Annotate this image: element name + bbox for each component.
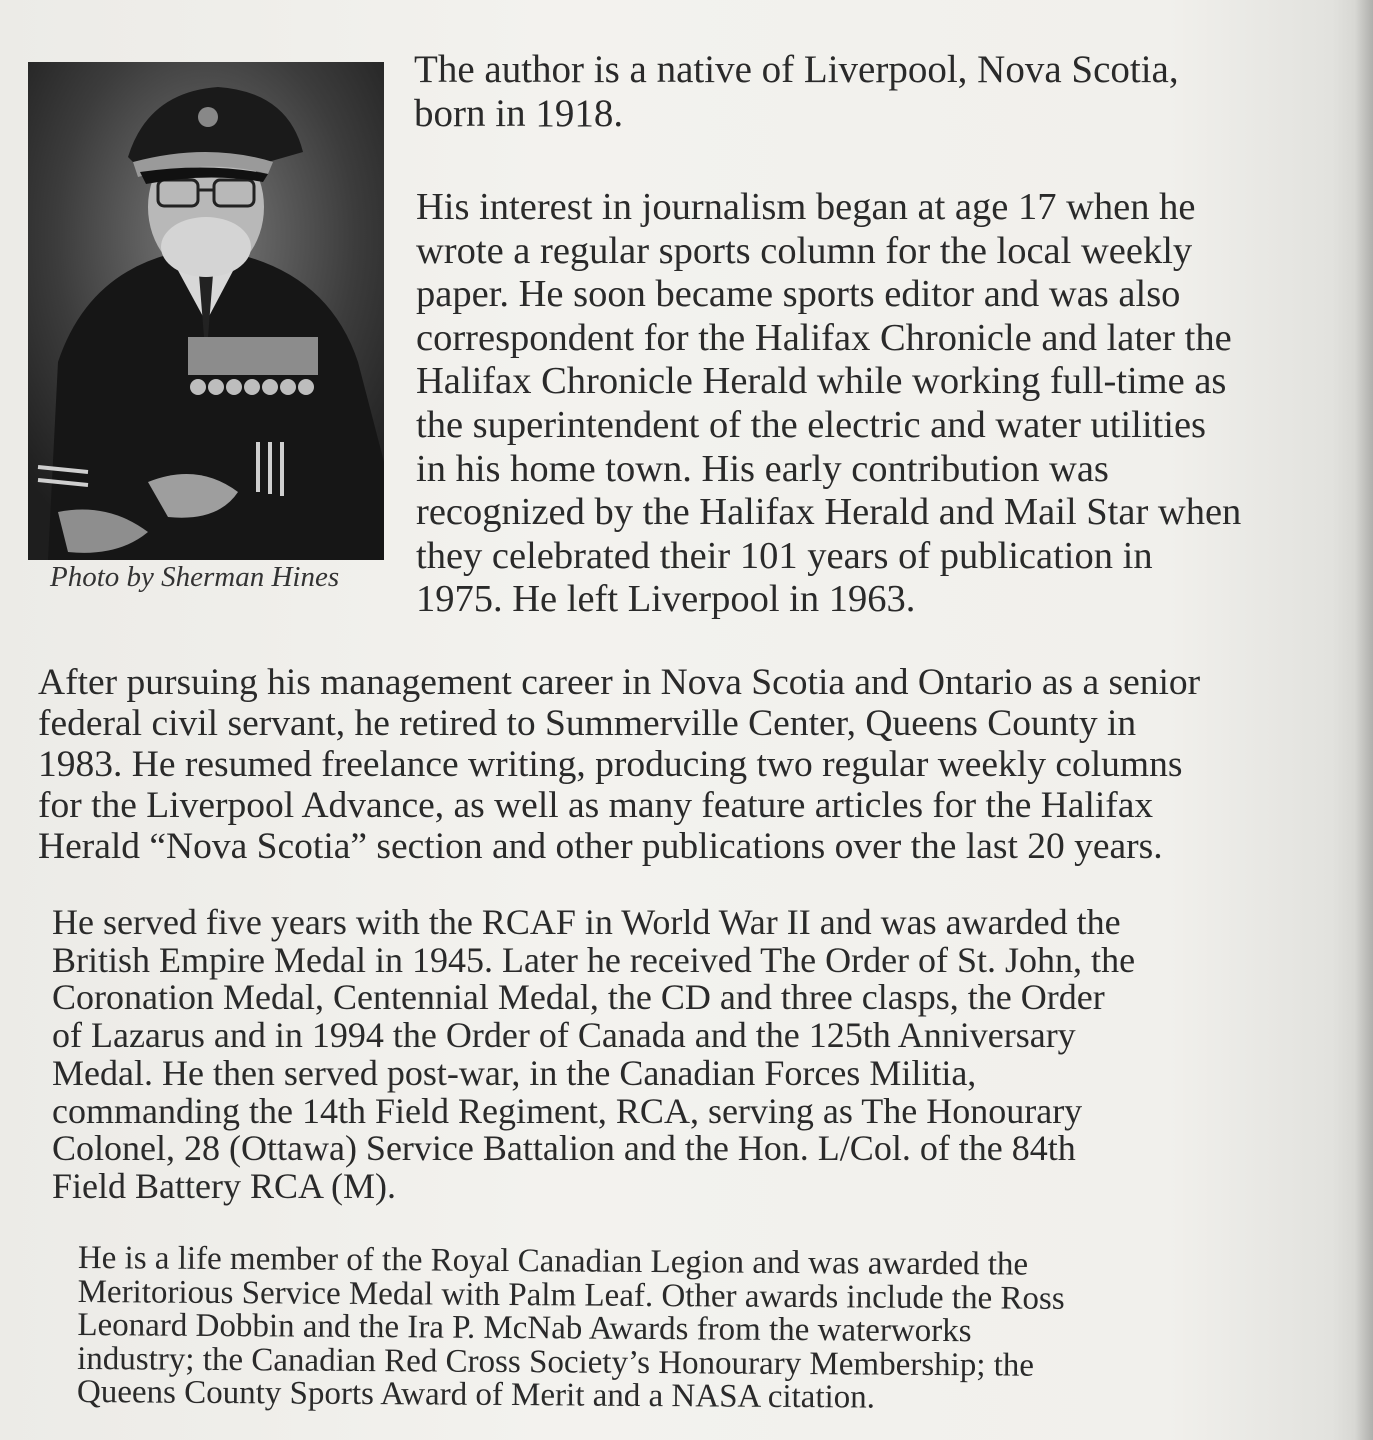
text-line: His interest in journalism began at age 17 when he	[416, 186, 1196, 228]
author-portrait-photo	[28, 62, 384, 560]
paragraph-career	[38, 662, 1200, 867]
text-line: After pursuing his management career in Nova Scotia and Ontario as a senior	[38, 662, 1201, 703]
photo-caption: Photo by Sherman Hines	[50, 561, 340, 593]
text-line: 1975. He left Liverpool in 1963.	[416, 578, 916, 621]
text-line: wrote a regular sports column for the local weekly	[416, 229, 1193, 272]
portrait-photo-icon	[28, 62, 384, 560]
text-line: The author is a native of Liverpool, Nova Scotia,	[414, 48, 1179, 91]
paragraph-awards	[77, 1242, 1065, 1416]
text-line: He served five years with the RCAF in World War II and was awarded the	[52, 902, 1121, 942]
text-line: Herald “Nova Scotia” section and other publications over the last 20 years.	[38, 826, 1163, 867]
text-line: paper. He soon became sports editor and was also	[416, 273, 1181, 316]
text-line: Field Battery RCA (M).	[52, 1165, 396, 1206]
text-line: for the Liverpool Advance, as well as many feature articles for the Halifax	[38, 785, 1154, 826]
text-line: of Lazarus and in 1994 the Order of Canada and the 125th Anniversary	[52, 1015, 1076, 1056]
text-line: Meritorious Service Medal with Palm Leaf. Other awards include the Ross	[77, 1273, 1065, 1317]
text-line: Queens County Sports Award of Merit and a NASA citation.	[76, 1373, 876, 1416]
text-line: Coronation Medal, Centennial Medal, the CD and three clasps, the Order	[52, 977, 1105, 1018]
text-line: commanding the 14th Field Regiment, RCA, serving as The Honourary	[52, 1090, 1083, 1131]
text-line: British Empire Medal in 1945. Later he received The Order of St. John, the	[52, 939, 1136, 980]
paragraph-journalism	[416, 186, 1241, 622]
text-line: recognized by the Halifax Herald and Mail Star when	[416, 491, 1242, 534]
text-line: correspondent for the Halifax Chronicle and later the	[416, 316, 1232, 359]
text-line: industry; the Canadian Red Cross Society’s Honourary Membership; the	[77, 1340, 1035, 1384]
text-line: the superintendent of the electric and water utilities	[416, 403, 1207, 446]
text-line: born in 1918.	[414, 92, 624, 135]
paragraph-birthplace	[414, 48, 1179, 136]
page-edge-shadow	[1355, 0, 1373, 1440]
text-line: 1983. He resumed freelance writing, producing two regular weekly columns	[38, 744, 1183, 785]
text-line: Halifax Chronicle Herald while working full-time as	[416, 360, 1227, 403]
text-line: Leonard Dobbin and the Ira P. McNab Awards from the waterworks	[77, 1306, 972, 1350]
text-line: in his home town. His early contribution was	[416, 447, 1109, 490]
text-line: they celebrated their 101 years of publication in	[416, 534, 1153, 577]
text-line: federal civil servant, he retired to Summerville Center, Queens County in	[38, 703, 1137, 744]
text-line: Medal. He then served post-war, in the Canadian Forces Militia,	[52, 1052, 977, 1093]
text-line: He is a life member of the Royal Canadian Legion and was awarded the	[77, 1240, 1029, 1283]
text-line: Colonel, 28 (Ottawa) Service Battalion and the Hon. L/Col. of the 84th	[52, 1128, 1076, 1169]
paragraph-military-service	[52, 904, 1135, 1206]
